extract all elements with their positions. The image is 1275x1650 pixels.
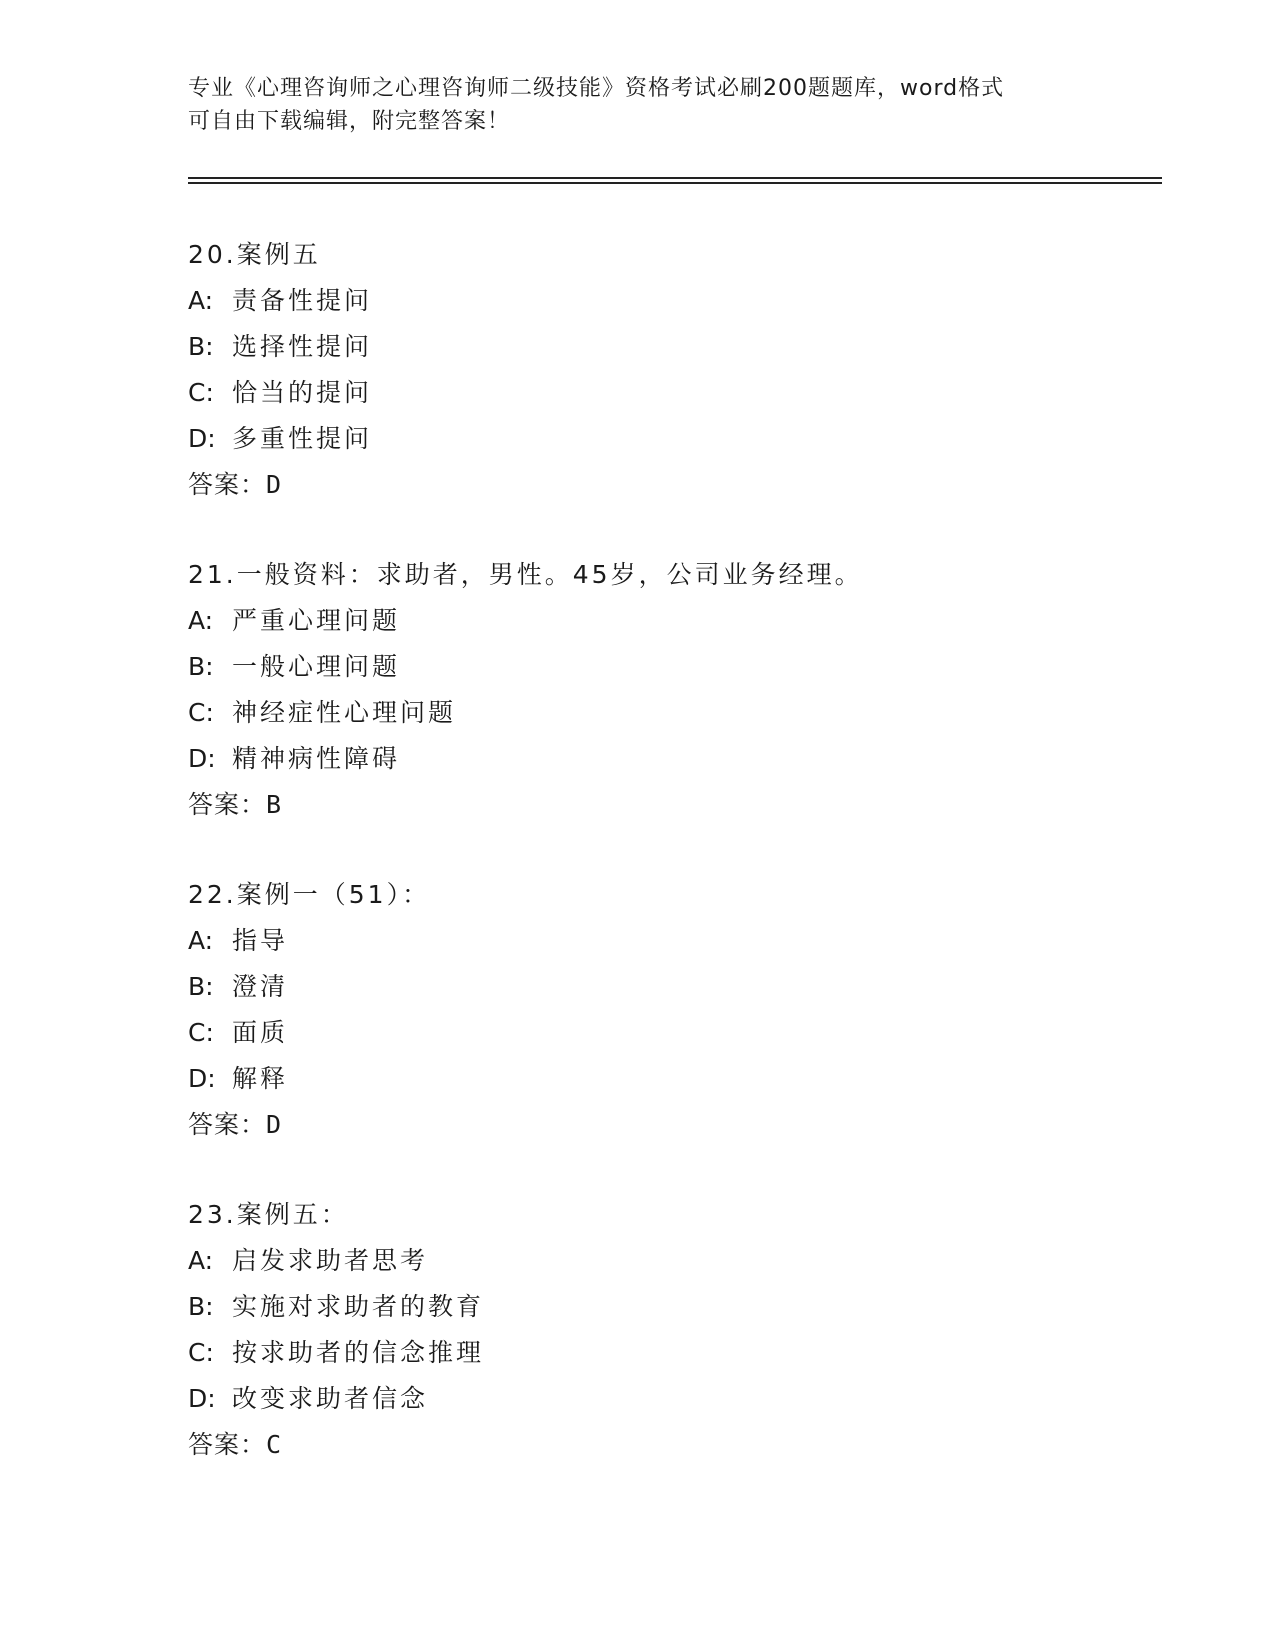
question-text: 22.案例一（51）： xyxy=(188,880,431,909)
option-label: A: xyxy=(188,286,214,315)
header-line-1: 专业《心理咨询师之心理咨询师二级技能》资格考试必刷200题题库，word格式 xyxy=(188,76,1005,101)
header-divider-top xyxy=(188,177,1162,179)
question-21 xyxy=(188,552,1148,828)
answer-prefix: 答案： xyxy=(188,790,267,819)
option-b xyxy=(188,964,1148,1010)
option-a xyxy=(188,278,1148,324)
option-text: 改变求助者信念 xyxy=(232,1384,429,1413)
option-c xyxy=(188,1010,1148,1056)
option-c xyxy=(188,370,1148,416)
answer-value: C xyxy=(266,1430,283,1459)
option-label: C: xyxy=(188,1018,214,1047)
answer-line xyxy=(188,782,1148,828)
question-text: 21.一般资料：求助者，男性。45岁，公司业务经理。 xyxy=(188,560,863,589)
option-text: 责备性提问 xyxy=(232,286,373,315)
option-label: C: xyxy=(188,1338,214,1367)
answer-prefix: 答案： xyxy=(188,470,267,499)
option-label: C: xyxy=(188,378,214,407)
option-label: B: xyxy=(188,972,214,1001)
option-text: 选择性提问 xyxy=(232,332,373,361)
question-list xyxy=(188,232,1148,1512)
option-text: 恰当的提问 xyxy=(232,378,373,407)
option-d xyxy=(188,736,1148,782)
option-c xyxy=(188,1330,1148,1376)
option-c xyxy=(188,690,1148,736)
question-text: 23.案例五： xyxy=(188,1200,349,1229)
option-label: B: xyxy=(188,1292,214,1321)
option-d xyxy=(188,1376,1148,1422)
option-label: D: xyxy=(188,1384,216,1413)
answer-value: D xyxy=(266,1110,283,1139)
option-text: 指导 xyxy=(232,926,289,955)
answer-line xyxy=(188,1102,1148,1148)
option-text: 严重心理问题 xyxy=(232,606,401,635)
option-d xyxy=(188,416,1148,462)
option-label: A: xyxy=(188,606,214,635)
answer-line xyxy=(188,1422,1148,1468)
option-label: D: xyxy=(188,1064,216,1093)
option-label: D: xyxy=(188,424,216,453)
option-text: 神经症性心理问题 xyxy=(232,698,457,727)
option-a xyxy=(188,598,1148,644)
option-b xyxy=(188,644,1148,690)
question-23 xyxy=(188,1192,1148,1468)
option-label: B: xyxy=(188,652,214,681)
option-text: 一般心理问题 xyxy=(232,652,401,681)
option-text: 面质 xyxy=(232,1018,289,1047)
option-a xyxy=(188,918,1148,964)
answer-prefix: 答案： xyxy=(188,1430,267,1459)
answer-value: D xyxy=(266,470,283,499)
answer-value: B xyxy=(266,790,283,819)
question-22 xyxy=(188,872,1148,1148)
answer-line xyxy=(188,462,1148,508)
question-20 xyxy=(188,232,1148,508)
option-label: D: xyxy=(188,744,216,773)
option-text: 澄清 xyxy=(232,972,289,1001)
option-d xyxy=(188,1056,1148,1102)
option-label: A: xyxy=(188,926,214,955)
option-text: 实施对求助者的教育 xyxy=(232,1292,485,1321)
option-text: 多重性提问 xyxy=(232,424,373,453)
option-label: C: xyxy=(188,698,214,727)
option-label: A: xyxy=(188,1246,214,1275)
option-text: 精神病性障碍 xyxy=(232,744,401,773)
answer-prefix: 答案： xyxy=(188,1110,267,1139)
document-header xyxy=(188,72,1088,138)
option-text: 按求助者的信念推理 xyxy=(232,1338,485,1367)
header-divider-bottom xyxy=(188,182,1162,184)
option-text: 启发求助者思考 xyxy=(232,1246,429,1275)
option-label: B: xyxy=(188,332,214,361)
option-text: 解释 xyxy=(232,1064,289,1093)
question-text: 20.案例五 xyxy=(188,240,321,269)
option-b xyxy=(188,324,1148,370)
option-a xyxy=(188,1238,1148,1284)
header-line-2: 可自由下载编辑，附完整答案！ xyxy=(188,109,511,134)
option-b xyxy=(188,1284,1148,1330)
